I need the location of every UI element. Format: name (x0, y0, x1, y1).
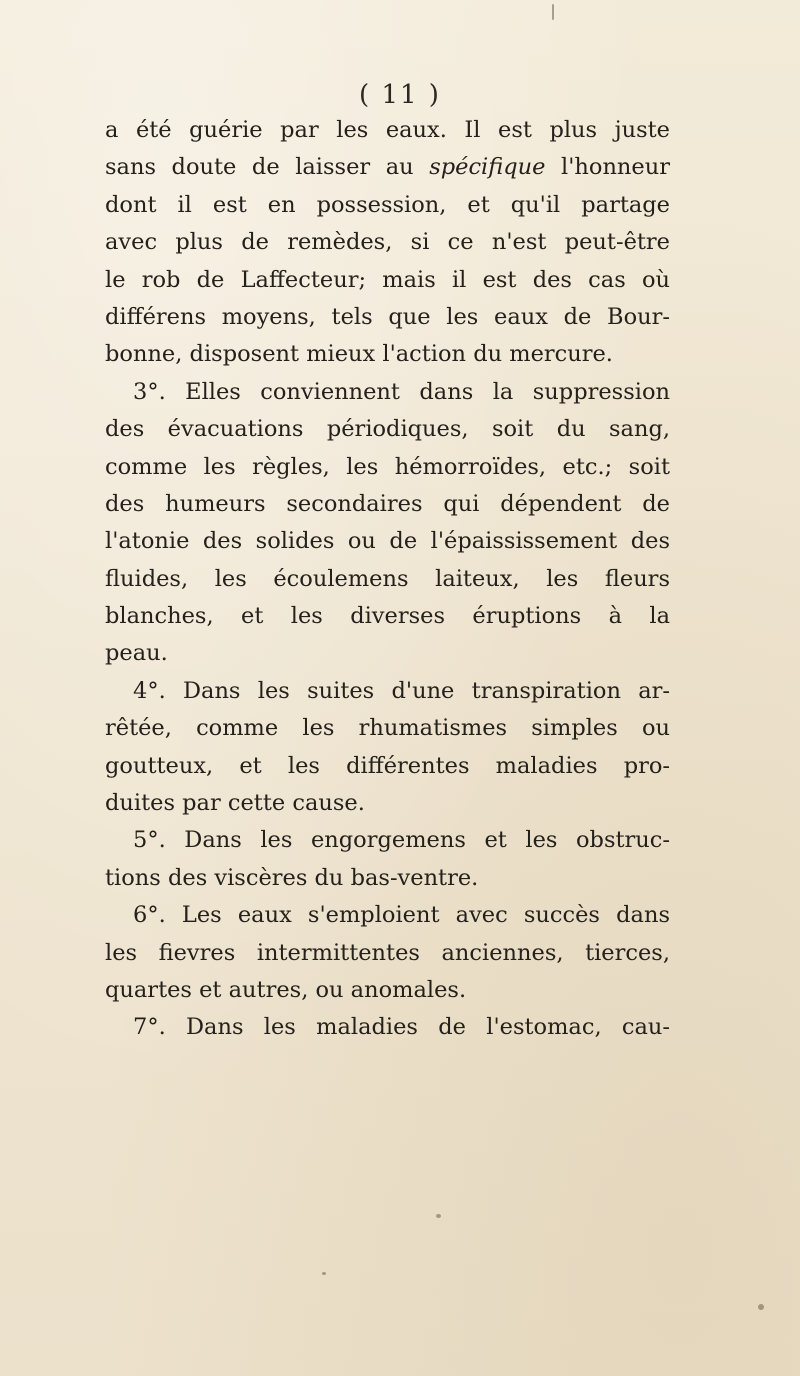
text-line (105, 149, 670, 186)
text-line (105, 972, 670, 1009)
text-line (105, 897, 670, 934)
text-run: rêtée, comme les rhumatismes simples ou (105, 715, 670, 742)
text-line (105, 710, 670, 747)
text-run: le rob de Laffecteur; mais il est des cas où (105, 266, 670, 293)
text-run: 4°. Dans les suites d'une transpiration ar- (133, 677, 670, 704)
text-run: blanches, et les diverses éruptions à la (105, 603, 670, 630)
text-line (105, 673, 670, 710)
text-line (105, 411, 670, 448)
text-line (105, 598, 670, 635)
text-line (105, 187, 670, 224)
paper-speck (322, 1272, 326, 1275)
page-number: ( 11 ) (359, 80, 441, 110)
text-run: goutteux, et les différentes maladies pro- (105, 752, 670, 779)
text-line (105, 1009, 670, 1046)
text-line (105, 561, 670, 598)
text-line (105, 860, 670, 897)
text-run: 5°. Dans les engorgemens et les obstruc- (133, 827, 670, 854)
text-run: dont il est en possession, et qu'il partage (105, 191, 670, 218)
italic-text: spécifique (429, 154, 546, 181)
text-line (105, 112, 670, 149)
text-run: avec plus de remèdes, si ce n'est peut-être (105, 229, 670, 256)
text-line (105, 299, 670, 336)
text-run: a été guérie par les eaux. Il est plus juste (105, 117, 670, 143)
text-run: bonne, disposent mieux l'action du mercure. (105, 341, 613, 368)
text-run: différens moyens, tels que les eaux de Bour- (105, 303, 670, 330)
text-line (105, 224, 670, 261)
text-run: comme les règles, les hémorroïdes, etc.; soit (105, 453, 670, 480)
text-run: l'honneur (545, 154, 670, 181)
text-line (105, 822, 670, 859)
text-run: 6°. Les eaux s'emploient avec succès dans (133, 902, 670, 929)
text-run: des humeurs secondaires qui dépendent de (105, 490, 670, 517)
paper-speck (552, 4, 554, 20)
text-line (105, 635, 670, 672)
text-line (105, 449, 670, 486)
text-run: des évacuations périodiques, soit du sang, (105, 416, 670, 443)
text-run: fluides, les écoulemens laiteux, les fleurs (105, 565, 670, 592)
text-line (105, 374, 670, 411)
body-text (105, 112, 670, 1047)
text-run: les fievres intermittentes anciennes, tierces, (105, 939, 670, 966)
text-run: 7°. Dans les maladies de l'estomac, cau- (133, 1014, 670, 1041)
text-line (105, 336, 670, 373)
text-line (105, 262, 670, 299)
text-run: quartes et autres, ou anomales. (105, 976, 467, 1003)
text-line (105, 935, 670, 972)
text-run: peau. (105, 640, 168, 667)
text-run: tions des viscères du bas-ventre. (105, 864, 479, 891)
text-run: sans doute de laisser au (105, 154, 430, 181)
text-line (105, 748, 670, 785)
text-run: l'atonie des solides ou de l'épaississement des (105, 528, 670, 555)
paper-speck (436, 1214, 441, 1218)
text-line (105, 523, 670, 560)
paper-speck (758, 1304, 764, 1310)
text-run: duites par cette cause. (105, 790, 365, 817)
text-run: 3°. Elles conviennent dans la suppression (133, 378, 670, 405)
text-line (105, 486, 670, 523)
text-line (105, 785, 670, 822)
